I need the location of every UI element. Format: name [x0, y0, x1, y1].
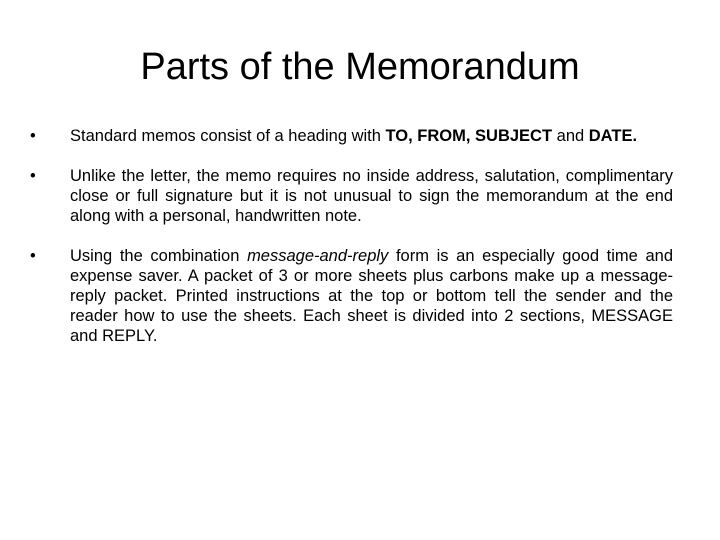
bullet-bold-text: TO, FROM, SUBJECT: [385, 127, 553, 145]
slide-title: Parts of the Memorandum: [140, 46, 580, 88]
bullet-text: Standard memos consist of a heading with: [70, 127, 386, 145]
bullet-list: [30, 126, 673, 346]
bullet-italic-text: message-and-reply: [247, 247, 389, 265]
bullet-icon: •: [30, 127, 36, 145]
bullet-bold-text: DATE.: [588, 127, 638, 145]
bullet-text: and: [552, 127, 589, 145]
bullet-item-message-reply: [30, 246, 673, 346]
bullet-text: Unlike the letter, the memo requires no inside address, salutation, complimentary close or full signature but it is not unusual to sign the memorandum at the end along with a personal, handwritten note.: [70, 167, 673, 225]
bullet-icon: •: [30, 247, 36, 265]
bullet-text: form is an especially good time and expense saver. A packet of 3 or more sheets plus carbons make up a message-reply packet. Printed instructions at the top or bottom tell the sender and the reader how to use the sheets. Each sheet is divided into 2 sections, MESSAGE and REPLY.: [70, 247, 673, 345]
bullet-icon: •: [30, 167, 36, 185]
bullet-item-unlike-letter: [30, 166, 673, 226]
bullet-text: Using the combination: [70, 247, 248, 265]
bullet-item-heading: [30, 126, 673, 146]
